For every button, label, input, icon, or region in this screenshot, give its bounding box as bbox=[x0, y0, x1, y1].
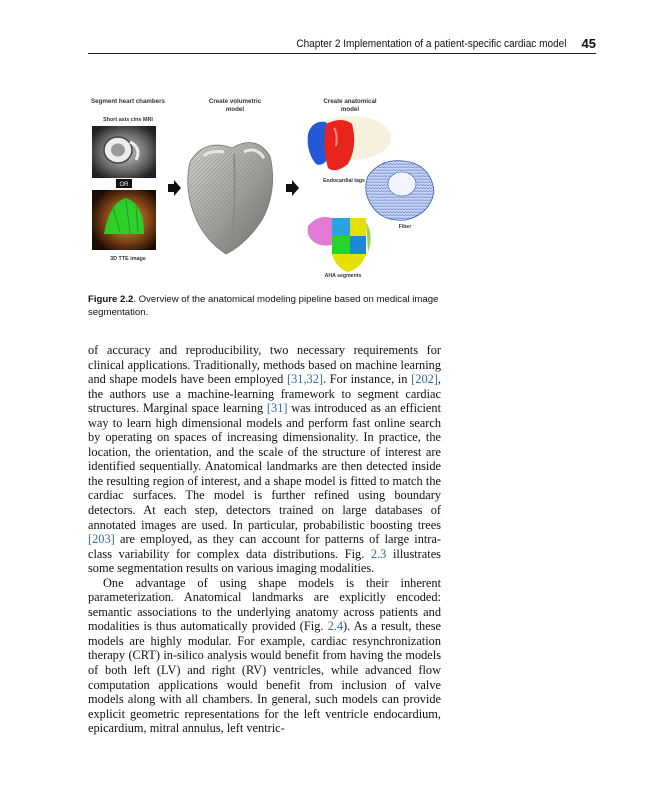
label-endocardial: Endocardial tags bbox=[323, 178, 365, 184]
header-rule bbox=[88, 53, 596, 54]
volumetric-heart-mesh bbox=[188, 143, 273, 254]
page-number: 45 bbox=[581, 36, 596, 51]
text-run: illustrates some segmentation results on various imaging modalities. bbox=[88, 546, 441, 576]
label-fiber: Fiber bbox=[398, 224, 412, 230]
citation-link[interactable]: [203] bbox=[88, 532, 115, 547]
citation-link[interactable]: [31,32] bbox=[287, 372, 324, 387]
caption-text: . Overview of the anatomical modeling pipeline based on medical image segmentation. bbox=[88, 294, 439, 318]
aha-heart bbox=[308, 217, 371, 272]
figure-graphics bbox=[86, 94, 440, 284]
text-run: , the authors use a machine-learning framework to segment cardiac structures. Marginal space learning bbox=[88, 372, 441, 416]
paragraph bbox=[88, 343, 441, 576]
label-3d-tte: 3D TTE image bbox=[110, 256, 146, 262]
caption-label: Figure 2.2 bbox=[88, 294, 134, 305]
mri-image bbox=[92, 126, 156, 178]
label-aha: AHA segments bbox=[324, 273, 362, 279]
citation-link[interactable]: 2.3 bbox=[370, 546, 387, 561]
label-anatomical-2: model bbox=[340, 106, 360, 113]
body-text bbox=[88, 343, 441, 736]
figure-pipeline bbox=[86, 94, 440, 284]
arrow-right-2-icon bbox=[286, 180, 299, 196]
label-anatomical-1: Create anatomical bbox=[323, 98, 377, 105]
or-label: OR bbox=[119, 182, 129, 188]
label-volumetric-2: model bbox=[225, 106, 245, 113]
citation-link[interactable]: [202] bbox=[411, 372, 438, 387]
text-run: ). As a result, these models are highly modular. For example, cardiac resynchronization therapy (CRT) in-silico analysis would benefit from having the models of both left (LV) and right (RV) ventricles, while advanced flow computation applications would benefit from inclusion of valve models along with all chambers. In general, such models can provide explicit geometric representations for the left ventricle endocardium, epicardium, mitral annulus, left ventric- bbox=[88, 619, 441, 736]
figure-caption bbox=[88, 293, 442, 319]
endocardial-heart bbox=[308, 116, 391, 170]
text-run: One advantage of using shape models is their inherent parameterization. Anatomical landmarks are explicitly encoded: semantic associations to the underlying anatomy across patients and modalities is thus automatically provided (Fig. bbox=[88, 575, 441, 634]
label-segment-chambers: Segment heart chambers bbox=[91, 98, 165, 105]
arrow-right-1-icon bbox=[168, 180, 181, 196]
citation-link[interactable]: [31] bbox=[266, 401, 288, 416]
fiber-heart bbox=[366, 161, 434, 221]
paragraph bbox=[88, 576, 441, 736]
citation-link[interactable]: 2.4 bbox=[327, 619, 343, 634]
label-volumetric-1: Create volumetric bbox=[208, 98, 262, 105]
tte-image bbox=[92, 190, 156, 250]
text-run: was introduced as an efficient way to learn high dimensional models and perform fast online search by operating on spaces of increasing dimensionality. In practice, the location, the orientation, and the scale of the structure of interest are identified sequentially. Anatomical landmarks are then detected inside the resulting region of interest, and a shape model is fitted to match the cardiac surfaces. The model is further refined using boundary detectors. At each step, detectors trained on large databases of annotated images are used. In particular, probabilistic boosting trees bbox=[88, 401, 442, 532]
text-run: are employed, as they can account for patterns of large intra-class variability for complex data distributions. Fig. bbox=[88, 532, 441, 561]
label-short-axis: Short axis cine MRI bbox=[103, 117, 153, 123]
text-run: of accuracy and reproducibility, two necessary requirements for clinical applications. Traditionally, methods based on machine learning and shape models have been employed bbox=[88, 343, 441, 387]
text-run: . For instance, in bbox=[323, 372, 412, 387]
running-head: Chapter 2 Implementation of a patient-specific cardiac model bbox=[295, 38, 566, 50]
